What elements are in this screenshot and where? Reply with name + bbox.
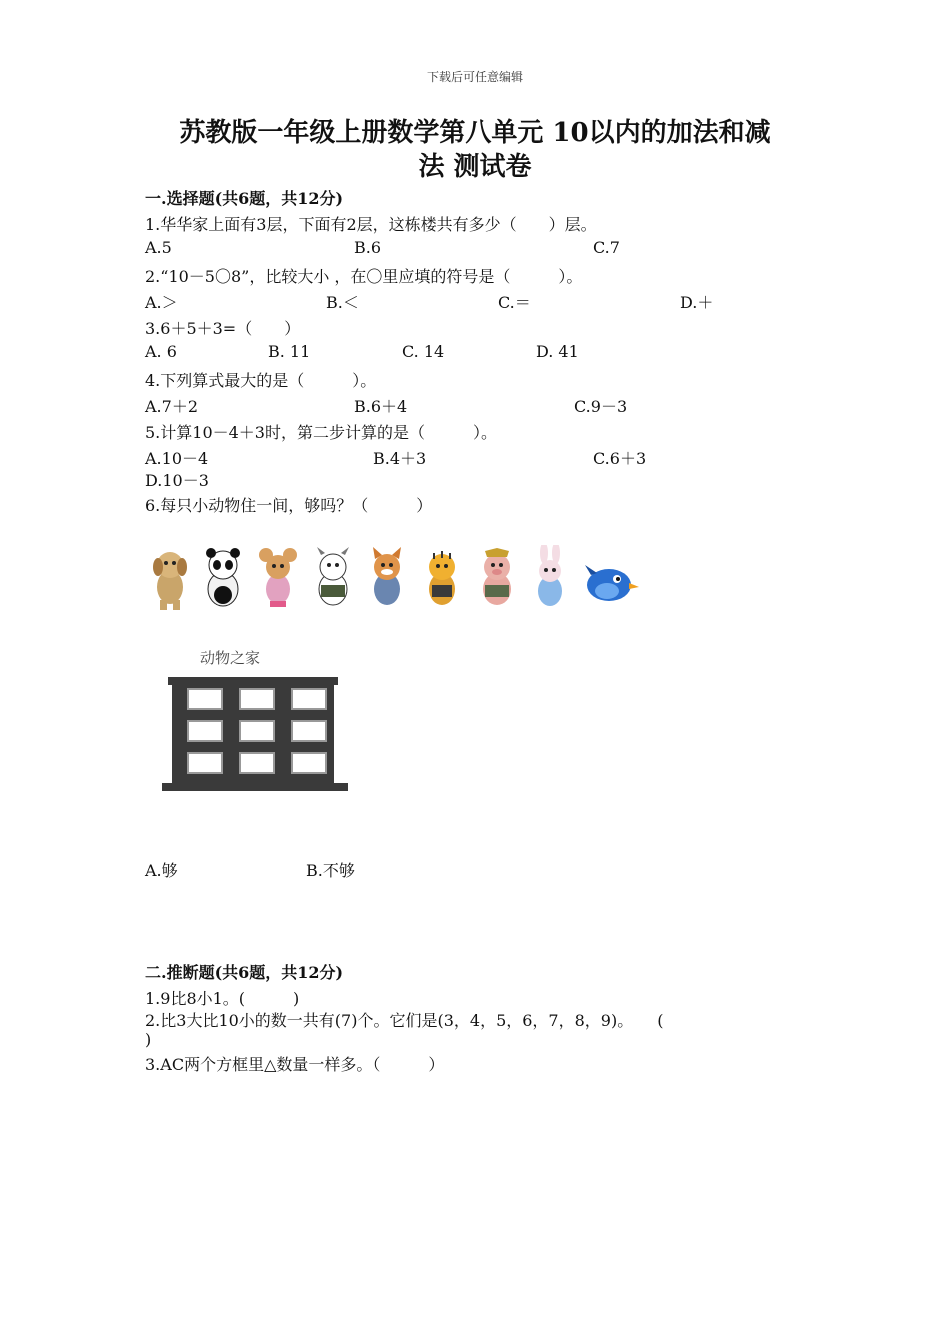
question-6: 6.每只小动物住一间，够吗？（ ）	[145, 496, 433, 515]
q5-option-b: B.4＋3	[373, 449, 427, 468]
judge-question-1: 1.9比8小1。( )	[145, 989, 300, 1008]
judge-question-3: 3.AC两个方框里△数量一样多。（ ）	[145, 1055, 445, 1074]
judge-question-2-continued: )	[145, 1030, 152, 1049]
q2-option-c: C.＝	[498, 293, 531, 312]
cow-icon	[317, 547, 349, 605]
page-title-line-2: 法 测试卷	[418, 152, 532, 182]
q1-option-a: A.5	[145, 238, 172, 257]
q3-option-b: B. 11	[268, 342, 311, 361]
bird-icon	[585, 565, 639, 601]
pig-icon	[483, 548, 511, 605]
page-header-note: 下载后可任意编辑	[426, 70, 523, 84]
section-1-heading: 一.选择题(共6题，共12分)	[145, 189, 344, 208]
question-3: 3.6＋5＋3=（ ）	[145, 319, 301, 338]
question-4: 4.下列算式最大的是（ ）。	[145, 371, 377, 390]
section-2-heading: 二.推断题(共6题，共12分)	[145, 963, 344, 982]
building-icon	[158, 673, 353, 795]
animal-house-illustration	[158, 645, 353, 795]
q2-option-b: B.＜	[326, 293, 359, 312]
tiger-icon	[429, 551, 455, 605]
q5-option-d: D.10－3	[145, 471, 209, 490]
panda-icon	[206, 548, 240, 606]
judge-question-2: 2.比3大比10小的数一共有(7)个。它们是(3，4，5，6，7，8，9)。 (	[145, 1011, 664, 1030]
q5-option-a: A.10－4	[145, 449, 209, 468]
animals-illustration	[143, 545, 643, 615]
q3-option-a: A. 6	[145, 342, 177, 361]
q1-option-c: C.7	[593, 238, 620, 257]
q3-option-c: C. 14	[402, 342, 445, 361]
q2-option-d: D.＋	[680, 293, 714, 312]
q4-option-a: A.7＋2	[145, 397, 199, 416]
animal-house-label: 动物之家	[200, 649, 261, 667]
mouse-icon	[259, 548, 297, 607]
q5-option-c: C.6＋3	[593, 449, 647, 468]
question-2: 2.“10－5〇8”，比较大小 ，在〇里应填的符号是（ ）。	[145, 267, 583, 286]
q6-option-a: A.够	[145, 861, 178, 880]
q6-option-b: B.不够	[306, 861, 355, 880]
q3-option-d: D. 41	[536, 342, 579, 361]
page-title-line-1: 苏教版一年级上册数学第八单元 10以内的加法和减	[179, 118, 771, 148]
fox-icon	[373, 547, 401, 605]
question-5: 5.计算10－4＋3时，第二步计算的是（ ）。	[145, 423, 497, 442]
q2-option-a: A.＞	[145, 293, 178, 312]
q4-option-c: C.9－3	[574, 397, 628, 416]
q1-option-b: B.6	[354, 238, 382, 257]
rabbit-icon	[538, 545, 562, 606]
dog-icon	[153, 552, 187, 610]
q4-option-b: B.6＋4	[354, 397, 408, 416]
question-1: 1.华华家上面有3层，下面有2层，这栋楼共有多少（ ）层。	[145, 215, 597, 234]
